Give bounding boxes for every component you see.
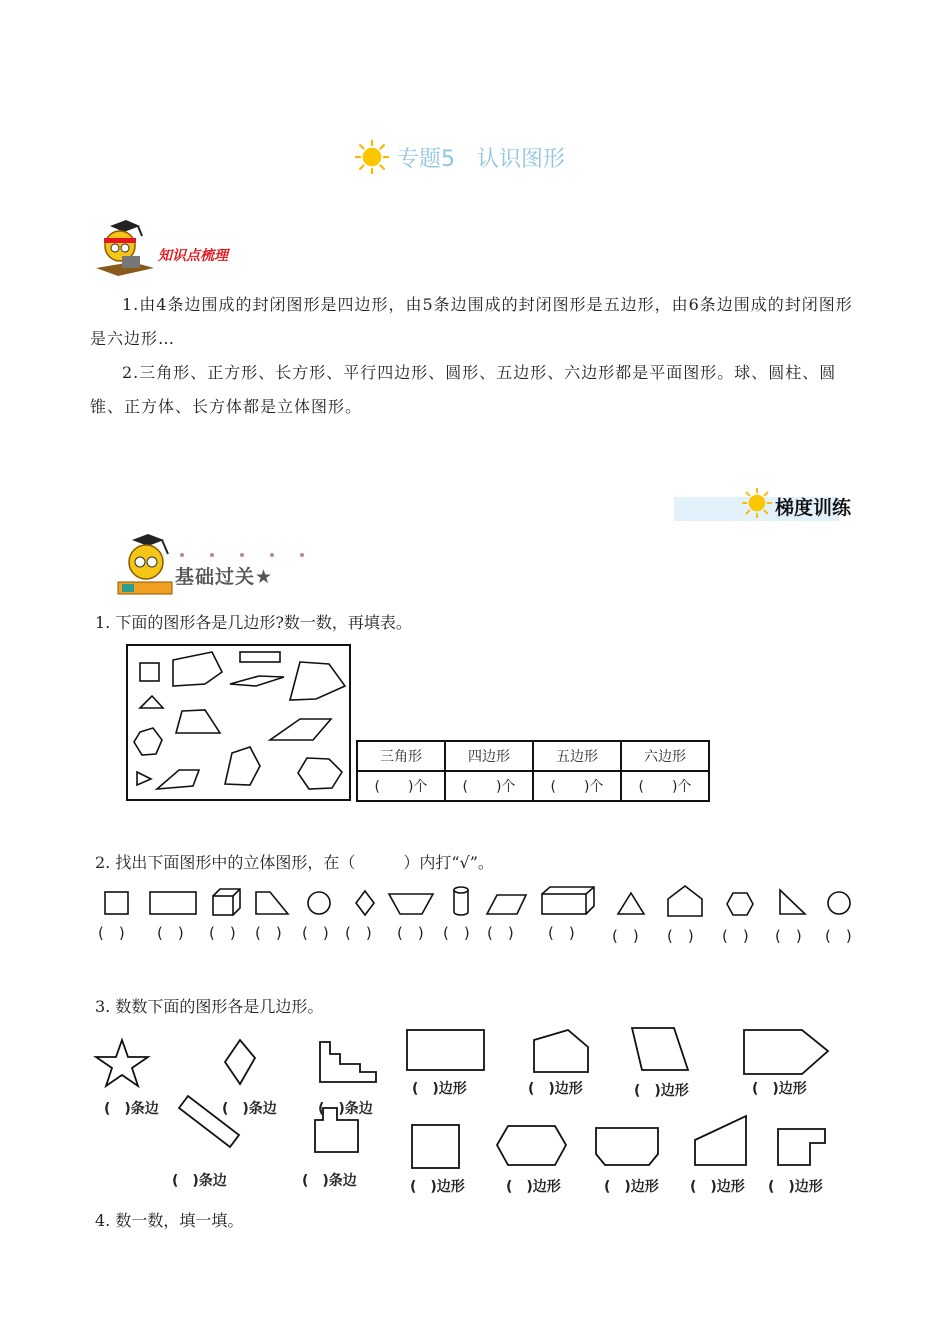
polygon-label[interactable]: ( )边形 <box>410 1179 465 1195</box>
polygon-label[interactable]: ( )边形 <box>752 1081 807 1097</box>
answer-cell[interactable]: ( )个 <box>445 771 533 801</box>
side-count-label[interactable]: ( )条边 <box>318 1101 373 1117</box>
paren[interactable]: ( ) <box>612 927 639 945</box>
side-count-label[interactable]: ( )条边 <box>222 1101 277 1117</box>
paren[interactable]: ( ) <box>825 927 852 945</box>
shape-triangle <box>140 696 163 708</box>
polygon-label[interactable]: ( )边形 <box>412 1081 467 1097</box>
shape-rectangle <box>240 652 280 662</box>
paren[interactable]: ( ) <box>157 924 184 942</box>
shape-parallelogram <box>487 895 526 914</box>
side-count-label[interactable]: ( )条边 <box>302 1173 357 1189</box>
paren[interactable]: ( ) <box>722 927 749 945</box>
q2-shapes-row <box>100 882 860 922</box>
shape-parallelogram <box>270 719 331 740</box>
side-count-label[interactable]: ( )条边 <box>172 1173 227 1189</box>
polygon-label[interactable]: ( )边形 <box>634 1083 689 1099</box>
shape-trapezoid <box>389 894 433 914</box>
shape-pentagon <box>744 1030 828 1074</box>
basic-level-label: 基础过关★ <box>175 566 274 588</box>
shape-circle <box>308 892 330 914</box>
question-2: 2. 找出下面图形中的立体图形，在（ ）内打“√”。 <box>95 853 494 872</box>
shape-hexagon <box>134 728 162 755</box>
shape-right-triangle <box>780 890 805 914</box>
question-3: 3. 数数下面的图形各是几边形。 <box>95 997 324 1016</box>
side-count-label[interactable]: ( )条边 <box>104 1101 159 1117</box>
shape-parallelogram <box>230 676 284 686</box>
shape-pentagon <box>290 662 345 700</box>
knowledge-label: 知识点梳理 <box>158 248 228 264</box>
paren[interactable]: ( ) <box>487 924 514 942</box>
shape-square <box>412 1125 459 1168</box>
paren[interactable]: ( ) <box>98 924 125 942</box>
shape-hexagon <box>596 1128 658 1165</box>
mascot-book-icon <box>112 530 182 600</box>
polygon-label[interactable]: ( )边形 <box>528 1081 583 1097</box>
answer-cell[interactable]: ( )个 <box>357 771 445 801</box>
polygon-label[interactable]: ( )边形 <box>604 1179 659 1195</box>
shape-trapezoid <box>176 710 220 733</box>
page-title <box>355 140 565 174</box>
header-hexagon: 六边形 <box>621 741 709 771</box>
shape-cuboid <box>542 887 594 914</box>
paren[interactable]: ( ) <box>775 927 802 945</box>
answer-cell[interactable]: ( )个 <box>621 771 709 801</box>
knowledge-point-2: 2.三角形、正方形、长方形、平行四边形、圆形、五边形、六边形都是平面图形。球、圆柱、圆锥、正方体、长方体都是立体图形。 <box>90 363 837 416</box>
knowledge-point-1: 1.由4条边围成的封闭图形是四边形，由5条边围成的封闭图形是五边形，由6条边围成的封闭图形是六边形… <box>90 295 853 348</box>
answer-cell[interactable]: ( )个 <box>533 771 621 801</box>
polygon-label[interactable]: ( )边形 <box>768 1179 823 1195</box>
paren[interactable]: ( ) <box>667 927 694 945</box>
shape-rectangle <box>150 892 196 914</box>
header-quadrilateral: 四边形 <box>445 741 533 771</box>
paren[interactable]: ( ) <box>345 924 372 942</box>
paren[interactable]: ( ) <box>548 924 575 942</box>
q1-shapes-box <box>126 644 352 802</box>
shape-triangle <box>618 893 644 914</box>
shape-hexagon <box>727 893 753 915</box>
shape-pentagon <box>173 652 222 686</box>
shape-pentagon <box>668 886 702 916</box>
shape-hexagon <box>497 1126 566 1165</box>
q1-count-table <box>356 740 710 802</box>
shape-quadrilateral <box>695 1116 746 1165</box>
shape-circle <box>828 892 850 914</box>
shape-pentagon <box>534 1030 588 1072</box>
paren[interactable]: ( ) <box>209 924 236 942</box>
shape-quadrilateral <box>157 770 199 789</box>
shape-rhombus <box>356 891 374 915</box>
shape-trapezoid <box>256 892 288 914</box>
shape-quadrilateral <box>632 1028 688 1070</box>
knowledge-text <box>90 288 865 424</box>
shape-cylinder <box>454 887 468 915</box>
shape-rectangle <box>407 1030 484 1070</box>
polygon-label[interactable]: ( )边形 <box>506 1179 561 1195</box>
sun-icon <box>742 488 772 518</box>
shape-cube <box>213 889 240 915</box>
ladder-label: 梯度训练 <box>775 497 852 519</box>
polygon-label[interactable]: ( )边形 <box>690 1179 745 1195</box>
shape-hexagon <box>778 1129 825 1165</box>
paren[interactable]: ( ) <box>302 924 329 942</box>
paren[interactable]: ( ) <box>255 924 282 942</box>
title-text: 专题5 认识图形 <box>397 146 565 172</box>
shape-square <box>105 892 128 914</box>
shape-star <box>96 1040 148 1086</box>
shape-hexagon <box>298 758 342 789</box>
header-triangle: 三角形 <box>357 741 445 771</box>
paren[interactable]: ( ) <box>397 924 424 942</box>
shape-square <box>140 663 159 681</box>
question-4: 4. 数一数，填一填。 <box>95 1211 244 1230</box>
dots-decoration <box>178 550 308 560</box>
question-1: 1. 下面的图形各是几边形?数一数，再填表。 <box>95 613 412 632</box>
shape-pentagon <box>225 747 260 785</box>
shape-hexagon <box>225 1040 255 1084</box>
sun-icon <box>355 140 389 174</box>
shape-staircase <box>320 1042 376 1082</box>
mascot-computer-icon <box>92 218 158 278</box>
paren[interactable]: ( ) <box>443 924 470 942</box>
header-pentagon: 五边形 <box>533 741 621 771</box>
shape-triangle <box>137 772 151 785</box>
